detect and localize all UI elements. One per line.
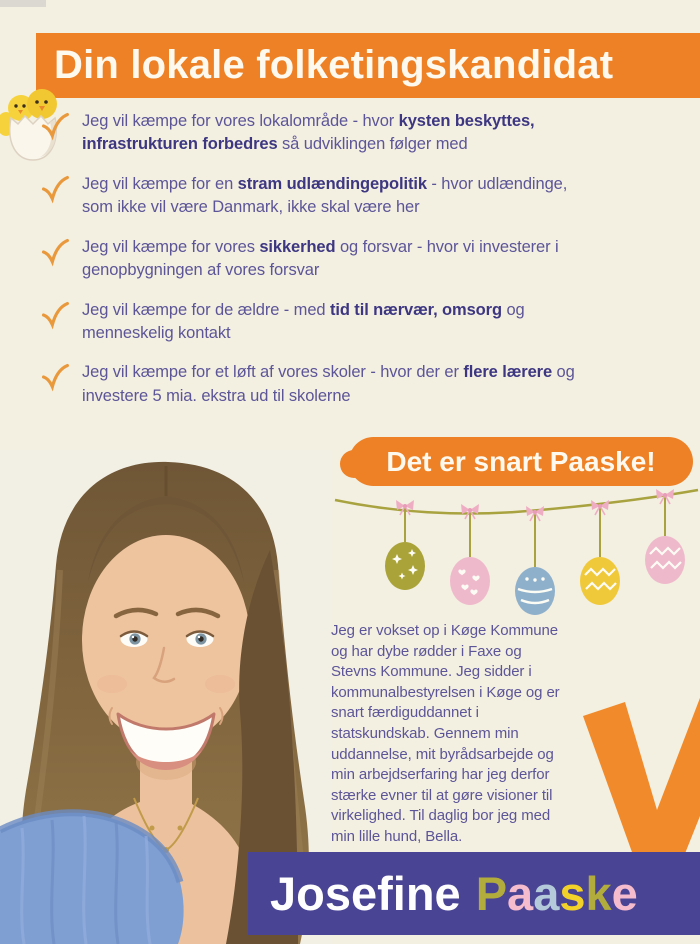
checklist-line: investere 5 mia. ekstra ud til skolerne [82, 386, 351, 405]
checklist-line: Jeg vil kæmpe for de ældre - med tid til nærvær, omsorg og [82, 300, 525, 319]
check-icon [40, 300, 70, 330]
checklist-line: som ikke vil være Danmark, ikke skal være her [82, 198, 420, 217]
easter-egg-icon [450, 557, 490, 605]
checklist-line: Jeg vil kæmpe for vores lokalområde - hvor kysten beskyttes, [82, 112, 535, 130]
checklist [40, 110, 690, 424]
candidate-first-name: Josefine [270, 867, 461, 920]
check-icon [40, 174, 70, 204]
page-title: Din lokale folketingskandidat [54, 43, 614, 87]
bio-line: uddannelse, mit byrådsarbejde og [331, 745, 554, 763]
easter-banner [349, 437, 693, 486]
bio-line: kommunalbestyrelsen i Køge og er [331, 683, 560, 701]
scan-edge-artifact [0, 0, 46, 7]
bio-text [331, 621, 603, 848]
last-name-letter: a [533, 867, 560, 920]
bio-line: Jeg er vokset op i Køge Kommune [331, 622, 559, 639]
last-name-letter: e [611, 867, 638, 920]
bio-line: Stevns Kommune. Jeg sidder i [331, 663, 532, 681]
bio-line: stærke evner til at gøre visioner til [331, 786, 553, 804]
header-banner [36, 33, 700, 98]
checklist-item [40, 361, 690, 408]
bio-line: min arbejdserfaring har jeg derfor [331, 766, 550, 784]
check-icon [40, 111, 70, 141]
last-name-letter: s [559, 867, 586, 920]
checklist-line: Jeg vil kæmpe for et løft af vores skoler - hvor der er flere lærere og [82, 363, 575, 382]
bio-line: snart færdiguddannet i [331, 704, 479, 722]
name-banner [248, 852, 700, 935]
checklist-line: Jeg vil kæmpe for en stram udlændingepolitik - hvor udlændinge, [82, 174, 568, 193]
checklist-item [40, 110, 690, 157]
last-name-letter: a [507, 867, 534, 920]
checklist-line: infrastrukturen forbedres så udviklingen følger med [82, 135, 468, 154]
last-name-letter: P [475, 867, 508, 920]
last-name-letter: k [585, 867, 612, 920]
check-icon [40, 362, 70, 392]
bio-line: virkelighed. Til daglig bor jeg med [331, 807, 551, 825]
bio-line: statskundskab. Gennem min [331, 724, 519, 742]
check-icon [40, 237, 70, 267]
checklist-line: Jeg vil kæmpe for vores sikkerhed og forsvar - hvor vi investerer i [82, 237, 559, 256]
face [82, 535, 250, 745]
checklist-line: menneskelig kontakt [82, 323, 231, 342]
easter-garland-icon [333, 486, 700, 626]
checklist-item [40, 236, 690, 283]
bio-line: min lille hund, Bella. [331, 827, 463, 845]
candidate-last-name [476, 866, 638, 921]
checklist-line: genopbygningen af vores forsvar [82, 261, 320, 280]
party-logo-v-icon [575, 688, 700, 866]
checklist-item [40, 173, 690, 220]
easter-egg-icon [645, 536, 685, 584]
easter-banner-label: Det er snart Paaske! [386, 445, 656, 477]
easter-egg-icon [580, 557, 620, 605]
bio-line: og har dybe rødder i Faxe og [331, 642, 522, 660]
checklist-item [40, 299, 690, 346]
easter-egg-icon [385, 542, 425, 590]
